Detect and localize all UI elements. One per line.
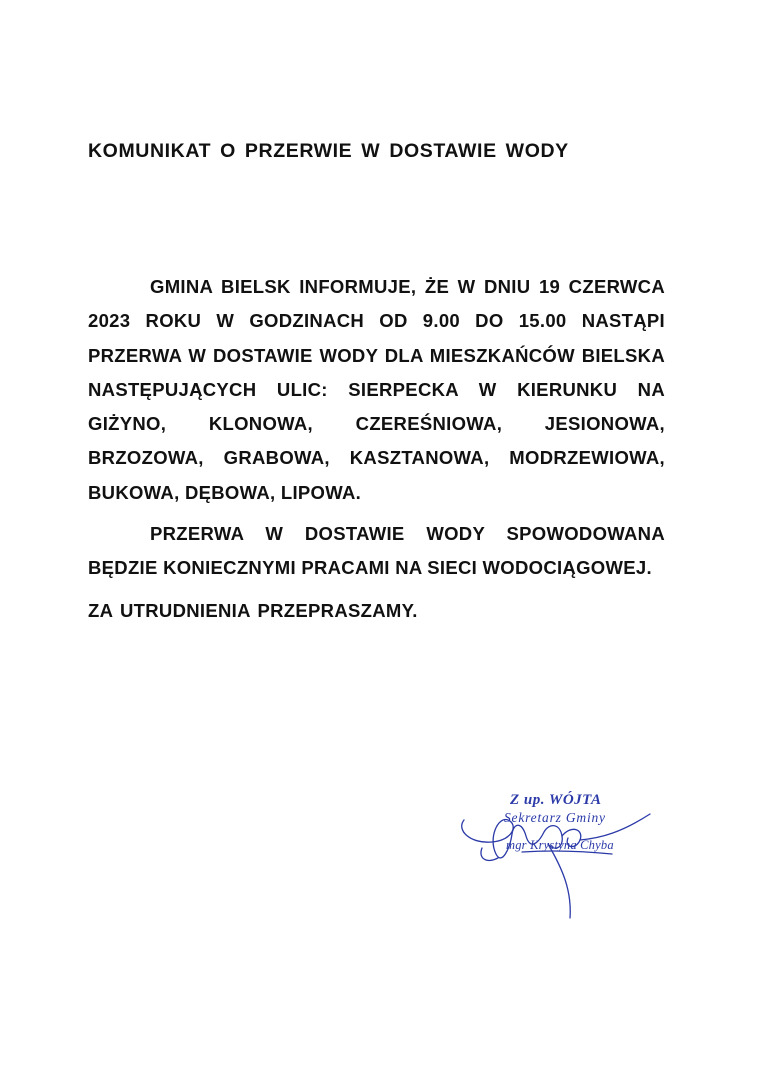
document-body xyxy=(88,270,665,628)
signature-stamp xyxy=(452,778,662,928)
stamp-line-position: Sekretarz Gminy xyxy=(504,810,606,825)
stamp-line-title: Z up. WÓJTA xyxy=(510,792,602,808)
stamp-line-name: mgr Krystyna Chyba xyxy=(506,838,614,852)
paragraph-announcement: GMINA BIELSK INFORMUJE, ŻE W DNIU 19 CZERWCA 2023 ROKU W GODZINACH OD 9.00 DO 15.00 NASTĄPI PRZERWA W DOSTAWIE WODY DLA MIESZKAŃCÓW BIELSKA NASTĘPUJĄCYCH ULIC: SIERPECKA W KIERUNKU NA GIŻYNO, KLONOWA, CZEREŚNIOWA, JESIONOWA, BRZOZOWA, GRABOWA, KASZTANOWA, MODRZEWIOWA, BUKOWA, DĘBOWA, LIPOWA. xyxy=(88,276,665,503)
document-title: KOMUNIKAT O PRZERWIE W DOSTAWIE WODY xyxy=(88,140,569,162)
paragraph-apology: ZA UTRUDNIENIA PRZEPRASZAMY. xyxy=(88,599,418,621)
paragraph-reason: PRZERWA W DOSTAWIE WODY SPOWODOWANA BĘDZIE KONIECZNYMI PRACAMI NA SIECI WODOCIĄGOWEJ. xyxy=(88,523,665,579)
